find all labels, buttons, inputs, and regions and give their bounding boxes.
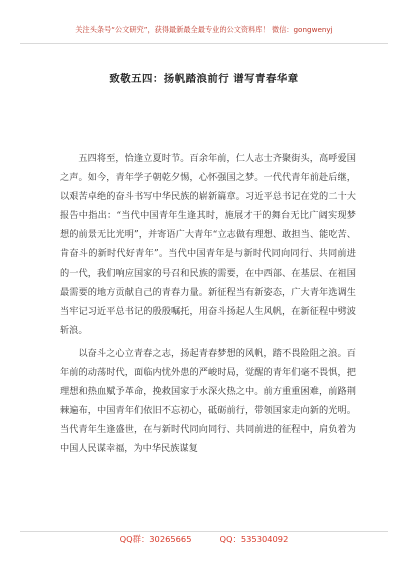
page-footer xyxy=(20,531,388,547)
header-notice: 关注头条号“公文研究”，获得最新最全最专业的公文资料库！ 微信：gongwenyj xyxy=(75,25,333,34)
footer-qq-group: QQ群：30265665 xyxy=(119,534,192,544)
paragraph: 以奋斗之心立青春之志，扬起青春梦想的风帆，踏不畏险阻之浪。百年前的动荡时代，面临内忧外患的严峻时局，觉醒的青年们毫不畏惧，把理想和热血赋予革命，挽救国家于水深火热之中。前方重重困难，前路荆棘遍布，中国青年们依旧不忘初心，砥砺前行，带领国家走向新的光明。当代青年生逢盛世，在与新时代同向同行、共同前进的征程中，肩负着为中国人民谋幸福，为中华民族谋复 xyxy=(60,347,356,455)
page-header xyxy=(20,25,388,44)
document-title: 致敬五四：扬帆踏浪前行 谱写青春华章 xyxy=(109,73,299,85)
footer-qq-contact: QQ：535304092 xyxy=(219,534,289,544)
paragraph: 五四将至，恰逢立夏时节。百余年前，仁人志士齐聚街头，高呼爱国之声。如今，青年学子朝乾夕惕，心怀强国之梦。一代代青年前赴后继，以艰苦卓绝的奋斗书写中华民族的崭新篇章。习近平总书记在党的二十大报告中指出：“当代中国青年生逢其时，施展才干的舞台无比广阔实现梦想的前景无比光明”，并寄语广大青年“立志做有理想、敢担当、能吃苦、肯奋斗的新时代好青年”。当代中国青年是与新时代同向同行、共同前进的一代，我们响应国家的号召和民族的需要，在中西部、在基层、在祖国最需要的地方贡献自己的青春力量。新征程当有新姿态，广大青年选调生当牢记习近平总书记的殷殷嘱托，用奋斗扬起人生风帆，在新征程中劈波斩浪。 xyxy=(60,153,356,336)
document-body xyxy=(60,149,356,459)
